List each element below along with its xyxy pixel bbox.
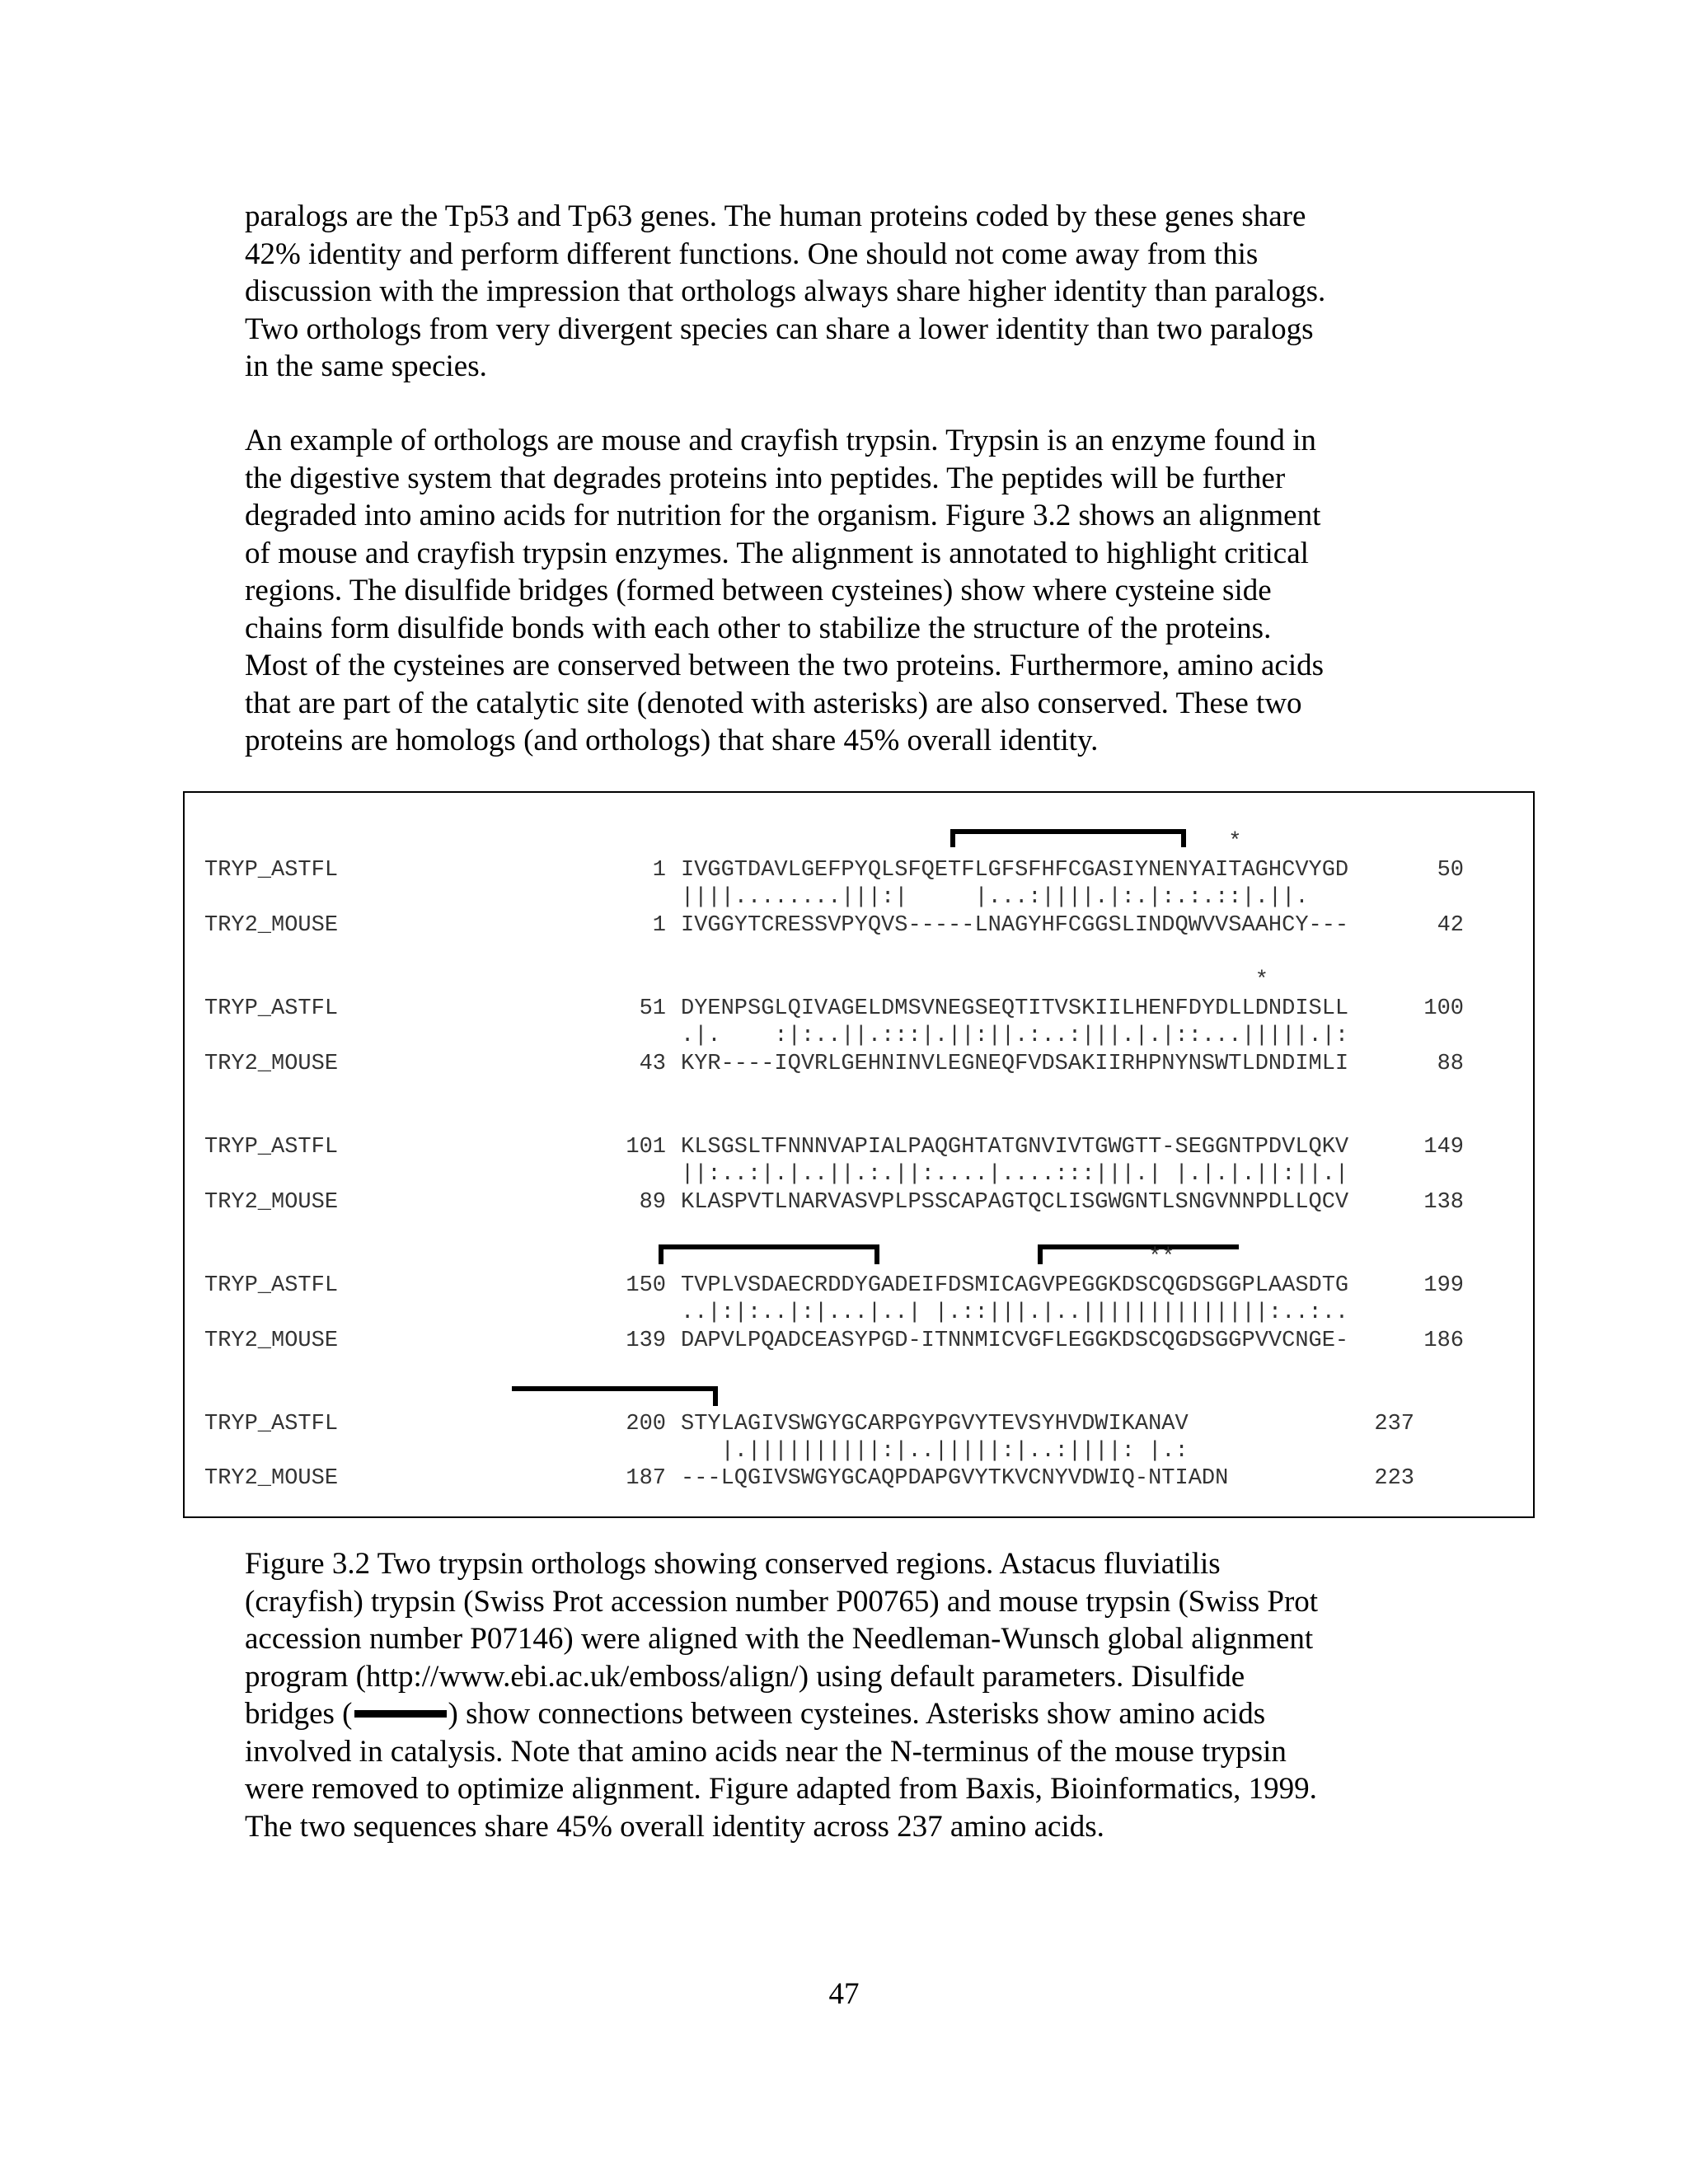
sequence-name: TRYP_ASTFL	[204, 1135, 339, 1160]
match-row: ||:..:|.|..||.:.||:....|....:::|||.| |.|.|.||:||.|	[681, 1162, 1349, 1187]
caption-line: involved in catalysis. Note that amino acids near the N-terminus of the mouse trypsin	[245, 1734, 1287, 1769]
caption-line-bridges	[245, 1695, 1448, 1733]
sequence-row	[185, 1273, 1464, 1298]
sequence-start: 101	[626, 1135, 666, 1160]
sequence-row	[185, 1329, 1464, 1353]
sequence-residues: KLASPVTLNARVASVPLPSSCAPAGTQCLISGWGNTLSNGVNNPDLLQCV	[681, 1190, 1349, 1215]
sequence-start: 1	[652, 913, 666, 938]
alignment-figure	[183, 791, 1535, 1518]
sequence-row	[185, 1190, 1464, 1215]
text-line: the digestive system that degrades proteins into peptides. The peptides will be further	[245, 461, 1286, 495]
text-line: Most of the cysteines are conserved between the two proteins. Furthermore, amino acids	[245, 649, 1325, 682]
sequence-start: 43	[639, 1052, 666, 1076]
paragraph-paralogs	[245, 198, 1448, 386]
match-row: ..|:|:..|:|...|..| |.::|||.|..||||||||||||||:..:..	[681, 1301, 1349, 1325]
text-line: Two orthologs from very divergent species can share a lower identity than two paralogs	[245, 312, 1314, 346]
sequence-name: TRY2_MOUSE	[204, 1052, 339, 1076]
sequence-end: 186	[1423, 1329, 1464, 1353]
sequence-end: 199	[1423, 1273, 1464, 1298]
match-row: ||||........|||:| |...:||||.|:.|:.:.::|.||.	[681, 885, 1309, 910]
sequence-residues: DYENPSGLQIVAGELDMSVNEGSEQTITVSKIILHENFDYDLLDNDISLL	[681, 996, 1349, 1021]
caption-line: Figure 3.2 Two trypsin orthologs showing conserved regions. Astacus fluviatilis	[245, 1547, 1221, 1581]
sequence-end: 149	[1423, 1135, 1464, 1160]
sequence-end: 138	[1423, 1190, 1464, 1215]
text-line: degraded into amino acids for nutrition for the organism. Figure 3.2 shows an alignment	[245, 499, 1321, 532]
sequence-row	[185, 1052, 1464, 1076]
sequence-row	[185, 913, 1464, 938]
sequence-name: TRY2_MOUSE	[204, 1329, 339, 1353]
catalytic-marks: *	[681, 830, 1242, 855]
sequence-residues: DAPVLPQADCEASYPGD-ITNNMICVGFLEGGKDSCQGDSGGPVVCNGE-	[681, 1329, 1349, 1353]
match-row: .|. :|:..||.:::|.||:||.:..:|||.|.|::...|||||.|:	[681, 1024, 1349, 1048]
sequence-start: 150	[626, 1273, 666, 1298]
sequence-end: 100	[1423, 996, 1464, 1021]
sequence-row	[185, 996, 1464, 1021]
text-line: regions. The disulfide bridges (formed between cysteines) show where cysteine side	[245, 574, 1272, 607]
text-line: chains form disulfide bonds with each other to stabilize the structure of the proteins.	[245, 611, 1272, 645]
sequence-end: 223	[1374, 1466, 1414, 1491]
paragraph-orthologs	[245, 422, 1448, 760]
text-line: 42% identity and perform different functions. One should not come away from this	[245, 237, 1259, 271]
sequence-residues: TVPLVSDAECRDDYGADEIFDSMICAGVPEGGKDSCQGDSGGPLAASDTG	[681, 1273, 1349, 1298]
match-row: |.||||||||||:|..|||||:|..:||||: |.:	[681, 1439, 1189, 1464]
sequence-residues: IVGGTDAVLGEFPYQLSFQETFLGFSFHFCGASIYNENYAITAGHCVYGD	[681, 858, 1349, 883]
sequence-end: 88	[1437, 1052, 1464, 1076]
sequence-residues: KYR----IQVRLGEHNINVLEGNEQFVDSAKIIRHPNYNSWTLDNDIMLI	[681, 1052, 1349, 1076]
caption-text: bridges (	[245, 1697, 353, 1731]
sequence-start: 187	[626, 1466, 666, 1491]
sequence-start: 200	[626, 1412, 666, 1436]
page-number: 47	[828, 1977, 860, 2011]
text-line: of mouse and crayfish trypsin enzymes. The alignment is annotated to highlight critical	[245, 536, 1309, 570]
disulfide-bridge-legend-icon	[354, 1710, 447, 1718]
sequence-row	[185, 1135, 1464, 1160]
sequence-row	[185, 858, 1464, 883]
text-line: that are part of the catalytic site (denoted with asterisks) are also conserved. These two	[245, 686, 1302, 720]
caption-line: were removed to optimize alignment. Figure adapted from Baxis, Bioinformatics, 1999.	[245, 1772, 1317, 1806]
sequence-name: TRY2_MOUSE	[204, 1466, 339, 1491]
sequence-name: TRYP_ASTFL	[204, 1273, 339, 1298]
text-line: in the same species.	[245, 349, 487, 383]
sequence-residues: KLSGSLTFNNNVAPIALPAQGHTATGNVIVTGWGTT-SEGGNTPDVLQKV	[681, 1135, 1349, 1160]
text-line: paralogs are the Tp53 and Tp63 genes. The human proteins coded by these genes share	[245, 199, 1306, 233]
caption-line: The two sequences share 45% overall identity across 237 amino acids.	[245, 1809, 1104, 1844]
text-line: discussion with the impression that orthologs always share higher identity than paralogs.	[245, 274, 1326, 308]
catalytic-marks: **	[681, 1245, 1175, 1270]
figure-caption	[245, 1545, 1448, 1845]
sequence-name: TRYP_ASTFL	[204, 858, 339, 883]
sequence-end: 42	[1437, 913, 1464, 938]
text-line: An example of orthologs are mouse and crayfish trypsin. Trypsin is an enzyme found in	[245, 424, 1316, 457]
sequence-row	[185, 1466, 1414, 1491]
caption-line: (crayfish) trypsin (Swiss Prot accession number P00765) and mouse trypsin (Swiss Prot	[245, 1584, 1319, 1619]
sequence-end: 50	[1437, 858, 1464, 883]
catalytic-marks: *	[681, 968, 1268, 993]
caption-text: ) show connections between cysteines. Asterisks show amino acids	[448, 1697, 1266, 1731]
sequence-residues: STYLAGIVSWGYGCARPGYPGVYTEVSYHVDWIKANAV	[681, 1412, 1189, 1436]
sequence-name: TRY2_MOUSE	[204, 1190, 339, 1215]
sequence-name: TRYP_ASTFL	[204, 996, 339, 1021]
sequence-name: TRY2_MOUSE	[204, 913, 339, 938]
sequence-start: 1	[652, 858, 666, 883]
sequence-start: 139	[626, 1329, 666, 1353]
sequence-start: 89	[639, 1190, 666, 1215]
sequence-name: TRYP_ASTFL	[204, 1412, 339, 1436]
sequence-start: 51	[639, 996, 666, 1021]
sequence-row	[185, 1412, 1414, 1436]
sequence-end: 237	[1374, 1412, 1414, 1436]
caption-line: accession number P07146) were aligned with the Needleman-Wunsch global alignment	[245, 1622, 1314, 1656]
sequence-residues: IVGGYTCRESSVPYQVS-----LNAGYHFCGGSLINDQWVVSAAHCY---	[681, 913, 1349, 938]
sequence-residues: ---LQGIVSWGYGCAQPDAPGVYTKVCNYVDWIQ-NTIADN	[681, 1466, 1229, 1491]
caption-line: program (http://www.ebi.ac.uk/emboss/align/) using default parameters. Disulfide	[245, 1659, 1245, 1694]
text-line: proteins are homologs (and orthologs) that share 45% overall identity.	[245, 724, 1099, 757]
